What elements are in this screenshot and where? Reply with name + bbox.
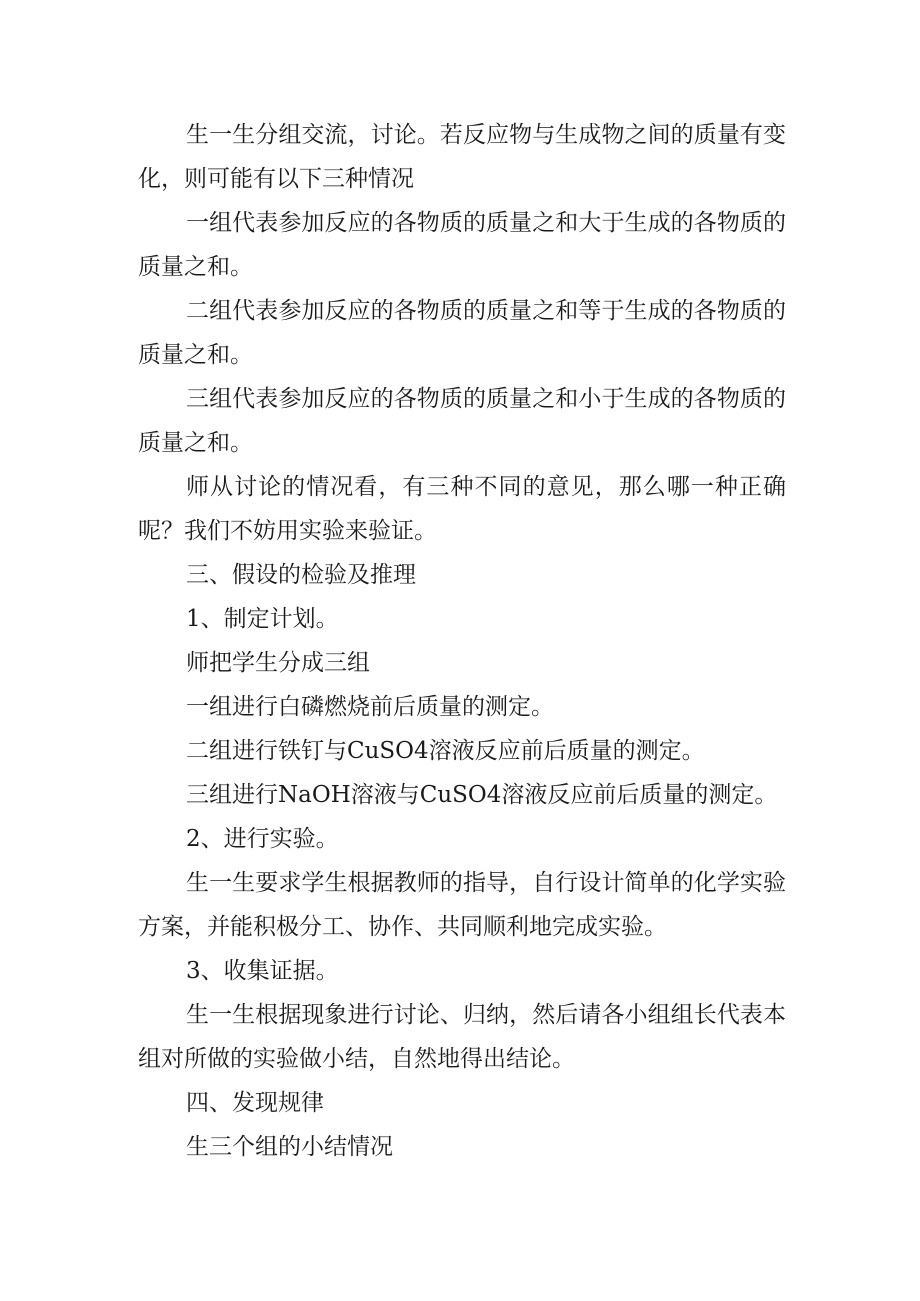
paragraph-discussion-intro: 生一生分组交流，讨论。若反应物与生成物之间的质量有变化，则可能有以下三种情况 (138, 122, 786, 192)
paragraph-group-summaries: 生三个组的小结情况 (186, 1134, 393, 1160)
paragraph-group-three-view: 三组代表参加反应的各物质的质量之和小于生成的各物质的质量之和。 (138, 386, 786, 456)
paragraph-group-two-view: 二组代表参加反应的各物质的质量之和等于生成的各物质的质量之和。 (138, 298, 786, 368)
step-heading-evidence: 3、收集证据。 (186, 958, 339, 984)
paragraph-teacher-grouping: 师把学生分成三组 (186, 650, 370, 676)
paragraph-group-three-task: 三组进行NaOH溶液与CuSO4溶液反应前后质量的测定。 (186, 782, 778, 808)
section-heading-hypothesis-test: 三、假设的检验及推理 (186, 562, 416, 588)
step-heading-experiment: 2、进行实验。 (186, 826, 339, 852)
section-heading-discover-law: 四、发现规律 (186, 1090, 324, 1116)
paragraph-experiment-design: 生一生要求学生根据教师的指导，自行设计简单的化学实验方案，并能积极分工、协作、共同顺利地完成实验。 (138, 870, 786, 940)
paragraph-group-one-task: 一组进行白磷燃烧前后质量的测定。 (186, 694, 554, 720)
document-body (138, 113, 786, 1169)
paragraph-teacher-remark: 师从讨论的情况看，有三种不同的意见，那么哪一种正确呢？我们不妨用实验来验证。 (138, 474, 786, 544)
paragraph-evidence-summary: 生一生根据现象进行讨论、归纳，然后请各小组组长代表本组对所做的实验做小结，自然地得出结论。 (138, 1002, 786, 1072)
paragraph-group-one-view: 一组代表参加反应的各物质的质量之和大于生成的各物质的质量之和。 (138, 210, 786, 280)
step-heading-plan: 1、制定计划。 (186, 606, 339, 632)
paragraph-group-two-task: 二组进行铁钉与CuSO4溶液反应前后质量的测定。 (186, 738, 705, 764)
